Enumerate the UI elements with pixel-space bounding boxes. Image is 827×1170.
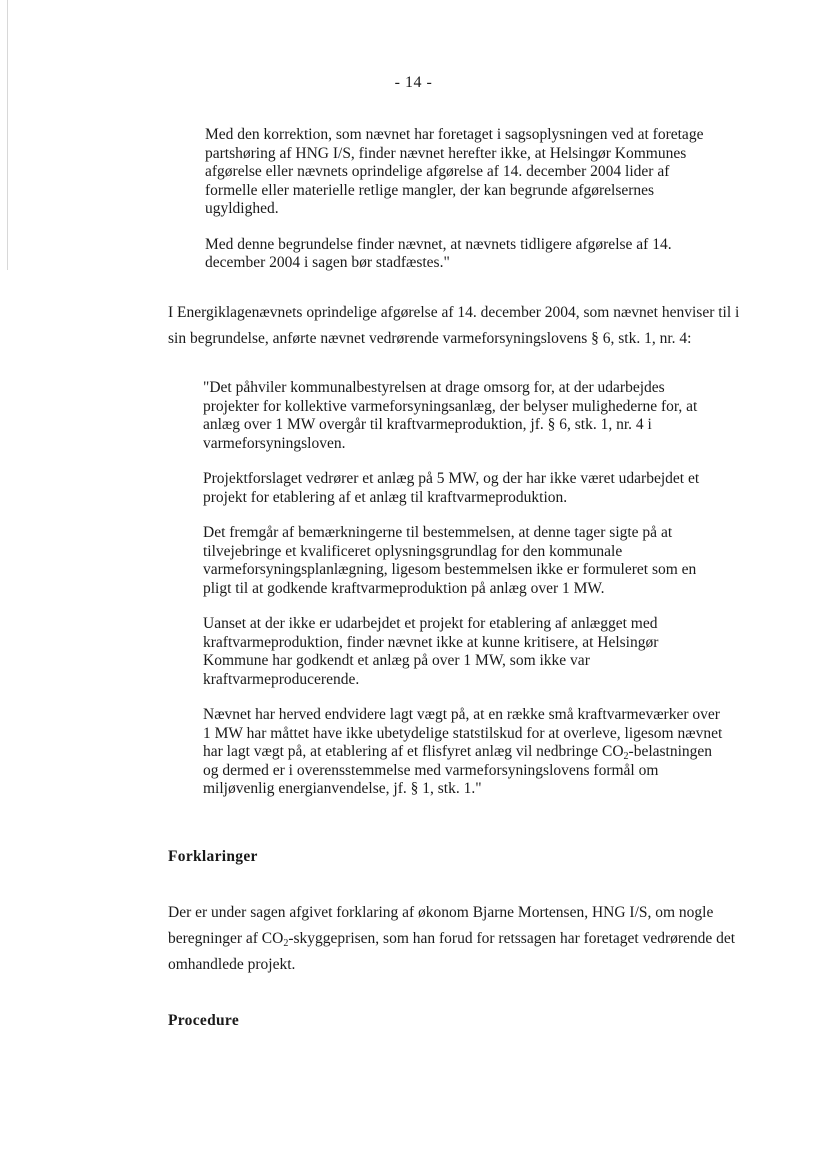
quote2-p5-end: -belastningen og dermed er i overensstemmelse med varmeforsyningslovens formål om miljøvenlig energianvendelse, jf. § 1, stk. 1." [203,743,713,797]
body2-text [168,900,758,978]
quote2-p5-start: Nævnet har herved endvidere lagt vægt på, at en række små kraftvarmeværker over 1 MW har måttet have ikke ubetydelige statstilskud for at overleve, ligesom nævnet har lagt vægt på, at etablering af et flisfyret anlæg vil nedbringe CO [203,706,723,760]
quote1-paragraph-2: Med denne begrundelse finder nævnet, at nævnets tidligere afgørelse af 14. december 2004 i sagen bør stadfæstes." [205,235,672,271]
scan-edge-line [7,0,8,270]
section-heading-forklaringer: Forklaringer [168,848,258,865]
quote2-paragraph-3: Det fremgår af bemærkningerne til bestemmelsen, at denne tager sigte på at tilvejebringe et kvalificeret oplysningsgrundlag for den kommunale varmeforsyningsplanlægning, ligesom bestemmelsen ikke er formuleret som en pligt til at godkende kraftvarmeproduktion på anlæg over 1 MW. [203,524,697,597]
quote-block-1 [205,126,725,273]
quote1-paragraph-1: Med den korrektion, som nævnet har foretaget i sagsoplysningen ved at foretage partshøring af HNG I/S, finder nævnet herefter ikke, at Helsingør Kommunes afgørelse eller nævnets oprindelige afgørelse af 14. december 2004 lider af formelle eller materielle retlige mangler, der kan begrunde afgørelsernes ugyldighed. [205,126,704,217]
body2-end: -skyggeprisen, som han forud for retssagen har foretaget vedrørende det omhandlede projekt. [168,930,736,973]
quote2-paragraph-4: Uanset at der ikke er udarbejdet et projekt for etablering af anlægget med kraftvarmeproduktion, finder nævnet ikke at kunne kritisere, at Helsingør Kommune har godkendt et anlæg på over 1 MW, som ikke var kraftvarmeproducerende. [203,615,659,688]
quote2-paragraph-5 [203,706,723,799]
body-paragraph-2 [168,900,758,978]
body1-text: I Energiklagenævnets oprindelige afgørelse af 14. december 2004, som nævnet henviser til i sin begrundelse, anførte nævnet vedrørende varmeforsyningslovens § 6, stk. 1, nr. 4: [168,304,740,347]
quote2-paragraph-2: Projektforslaget vedrører et anlæg på 5 MW, og der har ikke været udarbejdet et projekt for etablering af et anlæg til kraftvarmeproduktion. [203,470,700,506]
quote2-paragraph-1: "Det påhviler kommunalbestyrelsen at drage omsorg for, at der udarbejdes projekter for kollektive varmeforsyningsanlæg, der belyser mulighederne for, at anlæg over 1 MW overgår til kraftvarmeproduktion, jf. § 6, stk. 1, nr. 4 i varmeforsyningsloven. [203,379,698,452]
quote-block-2 [203,379,723,799]
quote2-p5-subscript: 2 [623,751,629,762]
section-heading-procedure: Procedure [168,1012,239,1029]
page-number: - 14 - [394,74,433,91]
body2-start: Der er under sagen afgivet forklaring af økonom Bjarne Mortensen, HNG I/S, om nogle beregninger af CO [168,904,714,947]
body2-subscript: 2 [283,938,289,949]
body-paragraph-1 [168,300,758,352]
